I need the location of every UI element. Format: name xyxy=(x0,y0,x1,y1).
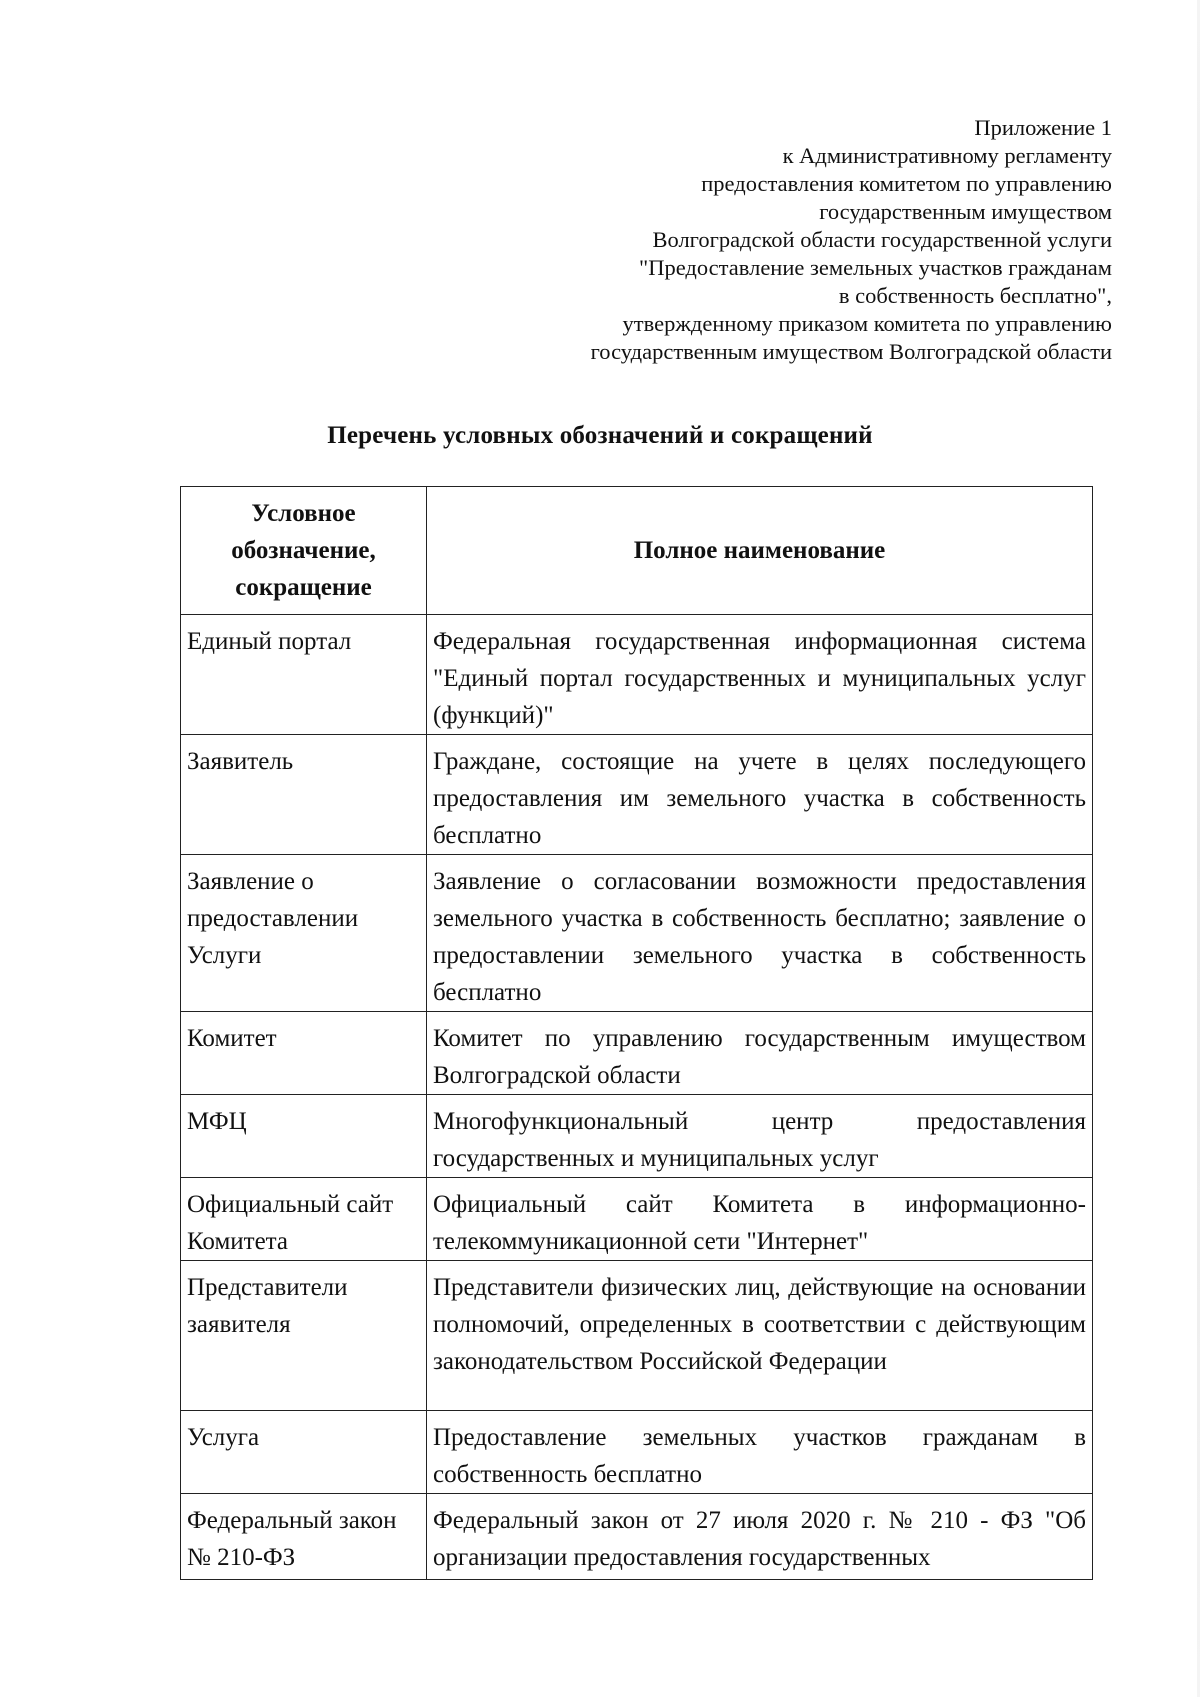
appendix-line: "Предоставление земельных участков гражданам xyxy=(639,255,1112,280)
appendix-line: государственным имуществом Волгоградской области xyxy=(590,339,1112,364)
appendix-line: предоставления комитетом по управлению xyxy=(701,171,1112,196)
term-cell: Комитет xyxy=(181,1012,427,1095)
full-name-cell: Официальный сайт Комитета в информационно-телекоммуникационной сети "Интернет" xyxy=(427,1178,1093,1261)
full-name-cell: Заявление о согласовании возможности предоставления земельного участка в собственность бесплатно; заявление о предоставлении земельного участка в собственность бесплатно xyxy=(427,855,1093,1012)
table-row xyxy=(181,1261,1093,1411)
header-full-name: Полное наименование xyxy=(427,487,1093,615)
appendix-line: утвержденному приказом комитета по управлению xyxy=(622,311,1112,336)
table-row xyxy=(181,855,1093,1012)
term-cell: Федеральный закон № 210-ФЗ xyxy=(181,1494,427,1580)
term-cell: Единый портал xyxy=(181,615,427,735)
appendix-line: к Административному регламенту xyxy=(782,143,1112,168)
header-term-line: сокращение xyxy=(235,574,372,601)
full-name-cell: Граждане, состоящие на учете в целях последующего предоставления им земельного участка в собственность бесплатно xyxy=(427,735,1093,855)
table-row xyxy=(181,1494,1093,1580)
term-cell: Заявитель xyxy=(181,735,427,855)
document-title: Перечень условных обозначений и сокращений xyxy=(327,422,873,449)
full-name-cell: Федеральный закон от 27 июля 2020 г. № 210 - ФЗ "Об организации предоставления государственных xyxy=(427,1494,1093,1580)
appendix-line: в собственность бесплатно", xyxy=(838,283,1112,308)
term-cell: МФЦ xyxy=(181,1095,427,1178)
full-name-cell: Предоставление земельных участков гражданам в собственность бесплатно xyxy=(427,1411,1093,1494)
appendix-line: Волгоградской области государственной услуги xyxy=(652,227,1112,252)
table-header-row xyxy=(181,487,1093,615)
term-cell: Услуга xyxy=(181,1411,427,1494)
full-name-cell: Федеральная государственная информационная система "Единый портал государственных и муниципальных услуг (функций)" xyxy=(427,615,1093,735)
table-row xyxy=(181,735,1093,855)
full-name-cell: Многофункциональный центр предоставления государственных и муниципальных услуг xyxy=(427,1095,1093,1178)
table-row xyxy=(181,615,1093,735)
term-cell: Официальный сайт Комитета xyxy=(181,1178,427,1261)
term-cell: Представители заявителя xyxy=(181,1261,427,1411)
full-name-cell: Комитет по управлению государственным имуществом Волгоградской области xyxy=(427,1012,1093,1095)
full-name-cell: Представители физических лиц, действующие на основании полномочий, определенных в соответствии с действующим законодательством Российской Федерации xyxy=(427,1261,1093,1411)
table-row xyxy=(181,1095,1093,1178)
abbreviations-table xyxy=(180,486,1093,1580)
table-row xyxy=(181,1178,1093,1261)
header-term xyxy=(181,487,427,615)
header-term-line: обозначение, xyxy=(231,537,376,564)
table-row xyxy=(181,1411,1093,1494)
term-cell: Заявление о предоставлении Услуги xyxy=(181,855,427,1012)
appendix-line: Приложение 1 xyxy=(974,115,1112,140)
appendix-line: государственным имуществом xyxy=(819,199,1112,224)
table-row xyxy=(181,1012,1093,1095)
header-term-line: Условное xyxy=(251,500,356,527)
appendix-header xyxy=(392,114,1112,366)
